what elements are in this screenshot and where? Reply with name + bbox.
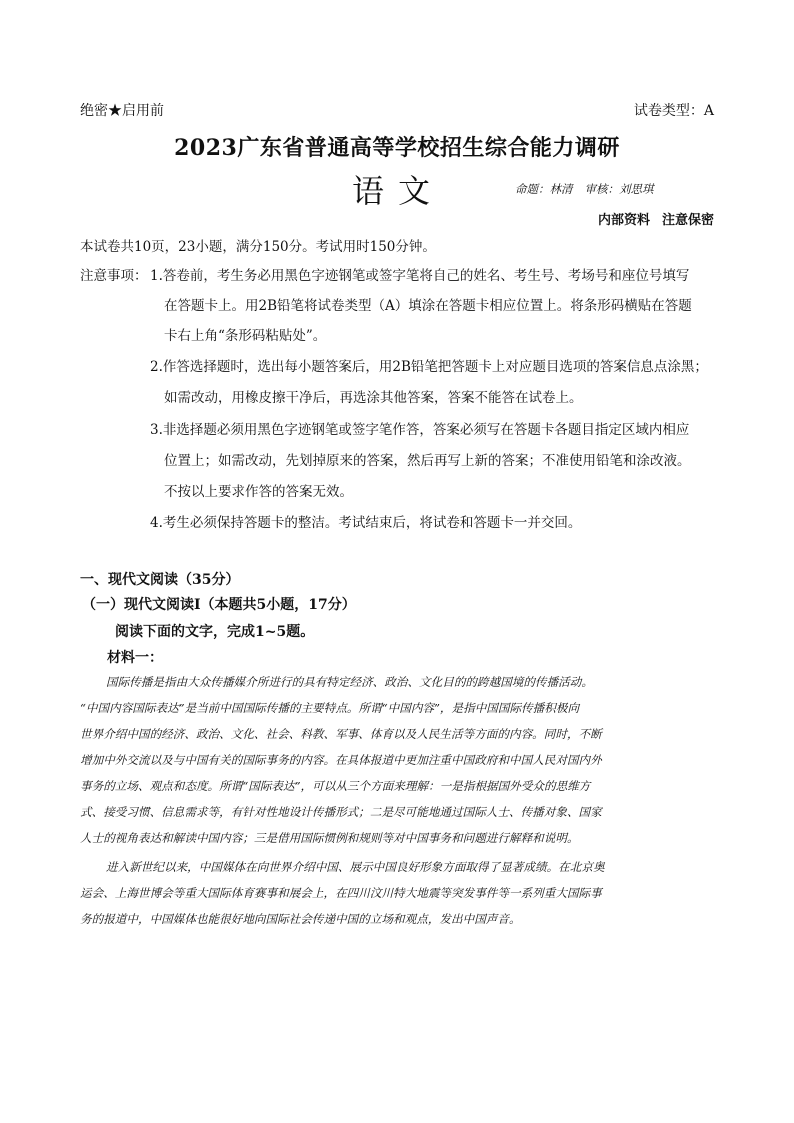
- paragraph-line: 世界介绍中国的经济、政治、文化、社会、科教、军事、体育以及人民生活等方面的内容。同时，不断: [80, 727, 602, 741]
- paragraph-line: 式、接受习惯、信息需求等，有针对性地设计传播形式；二是尽可能地通过国际人士、传播对象、国家: [80, 805, 602, 819]
- reading-instruction: 阅读下面的文字，完成1~5题。: [115, 624, 315, 640]
- paragraph-line: 国际传播是指由大众传播媒介所进行的具有特定经济、政治、文化目的的跨越国境的传播活动。: [106, 675, 593, 689]
- exam-info: 本试卷共10页，23小题，满分150分。考试用时150分钟。: [80, 239, 436, 255]
- paragraph-line: 进入新世纪以来，中国媒体在向世界介绍中国、展示中国良好形象方面取得了显著成绩。在北京奥: [106, 860, 605, 874]
- internal-label: 内部资料: [597, 213, 650, 228]
- notice-line: 不按以上要求作答的答案无效。: [164, 484, 353, 500]
- notice-line: 3.非选择题必须用黑色字迹钢笔或签字笔作答，答案必须写在答题卡各题目指定区域内相应: [150, 422, 690, 438]
- section-title: 一、现代文阅读（35分）: [80, 572, 240, 588]
- notice-line: 2.作答选择题时，选出每小题答案后，用2B铅笔把答题卡上对应题目选项的答案信息点涂黑；: [150, 359, 708, 375]
- notice-line: 卡右上角“条形码粘贴处”。: [164, 328, 327, 344]
- reviewer-credit: 审核：刘思琪: [584, 182, 654, 196]
- notice-label: 注意事项：: [80, 268, 148, 284]
- notice-line: 在答题卡上。用2B铅笔将试卷类型（A）填涂在答题卡相应位置上。将条形码横贴在答题: [164, 298, 692, 314]
- exam-title: 2023广东省普通高等学校招生综合能力调研: [174, 135, 620, 161]
- internal-note: [598, 209, 714, 228]
- paragraph-line: 增加中外交流以及与中国有关的国际事务的内容。在具体报道中更加注重中国政府和中国人民对国内外: [80, 753, 602, 767]
- secret-label: 注意保密: [661, 213, 714, 228]
- credits: [515, 181, 666, 197]
- subsection-title: （一）现代文阅读Ⅰ（本题共5小题，17分）: [82, 597, 356, 613]
- author-credit: 命题：林清: [515, 182, 573, 196]
- paper-type: 试卷类型：A: [633, 103, 714, 119]
- subject-title: 语文: [352, 172, 445, 210]
- notice-line: 1.答卷前，考生务必用黑色字迹钢笔或签字笔将自己的姓名、考生号、考场号和座位号填写: [150, 268, 690, 284]
- material-label: 材料一：: [107, 650, 163, 666]
- notice-line: 如需改动，用橡皮擦干净后，再选涂其他答案，答案不能答在试卷上。: [164, 390, 583, 406]
- notice-line: 位置上；如需改动，先划掉原来的答案，然后再写上新的答案；不准使用铅笔和涂改液。: [164, 453, 691, 469]
- notice-line: 4.考生必须保持答题卡的整洁。考试结束后，将试卷和答题卡一并交回。: [150, 515, 582, 531]
- paragraph-line: 事务的立场、观点和态度。所谓“国际表达”，可以从三个方面来理解：一是指根据国外受众的思维方: [80, 779, 591, 793]
- paragraph-line: “中国内容国际表达”是当前中国国际传播的主要特点。所谓“中国内容”，是指中国国际传播积极向: [80, 701, 580, 715]
- paragraph-line: 运会、上海世博会等重大国际体育赛事和展会上，在四川汶川特大地震等突发事件等一系列重大国际事: [80, 886, 602, 900]
- paragraph-line: 人士的视角表达和解读中国内容；三是借用国际惯例和规则等对中国事务和问题进行解释和说明。: [80, 831, 579, 845]
- confidential-mark: 绝密★启用前: [80, 103, 164, 119]
- paragraph-line: 务的报道中，中国媒体也能很好地向国际社会传递中国的立场和观点，发出中国声音。: [80, 912, 521, 926]
